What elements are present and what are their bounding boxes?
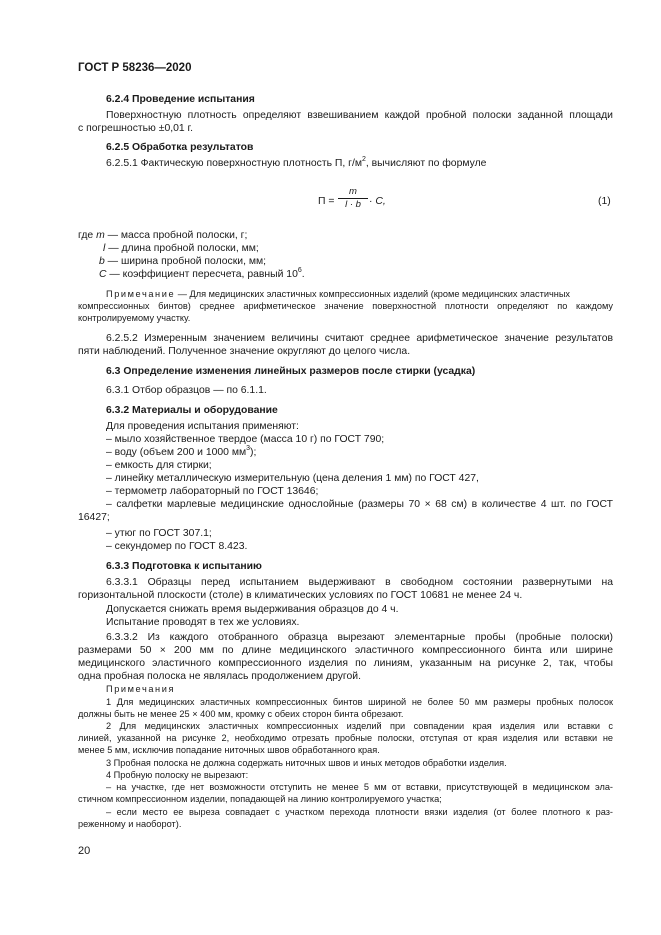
note-line: реженному и наоборот). bbox=[78, 819, 182, 829]
page-number: 20 bbox=[78, 845, 91, 857]
paragraph-line: медицинского эластичного компрессионного изделия по линиям, указанным на рисунке 2, так, чтобы bbox=[78, 658, 613, 669]
section-heading-6-2-4: 6.2.4 Проведение испытания bbox=[106, 94, 255, 105]
legend-line-c: C — коэффициент пересчета, равный $10^6$. bbox=[99, 267, 305, 280]
list-item: – емкость для стирки; bbox=[106, 460, 212, 471]
list-item: – термометр лабораторный по ГОСТ 13646; bbox=[106, 486, 319, 497]
list-item-continuation: 16427; bbox=[78, 512, 110, 523]
note-line: линией, указанной на рисунке 2, необходимо отрезать пробные полоски, отступая от края изделия или вставки не bbox=[78, 733, 613, 743]
note-line: 2 Для медицинских эластичных компрессионных изделий при совпадении края изделия или вставки с bbox=[106, 721, 613, 731]
note-line: стичном компрессионном изделии, попадающей на линию контролируемого участка; bbox=[78, 794, 442, 804]
list-item: – мыло хозяйственное твердое (масса 10 г) по ГОСТ 790; bbox=[106, 434, 385, 445]
document-header-title: ГОСТ Р 58236—2020 bbox=[78, 62, 192, 74]
note-line: контролируемому участку. bbox=[78, 313, 191, 323]
formula-number: (1) bbox=[598, 196, 611, 207]
paragraph-line: 6.3.3.1 Образцы перед испытанием выдерживают в свободном состоянии развернутыми на bbox=[106, 577, 613, 588]
list-item: – линейку металлическую измерительную (цена деления 1 мм) по ГОСТ 427, bbox=[106, 473, 479, 484]
paragraph-line: одна пробная полоска не являлась продолжением другой. bbox=[78, 671, 361, 682]
paragraph-line: 6.2.5.2 Измеренным значением величины считают среднее арифметическое значение результатов bbox=[106, 333, 613, 344]
note-line: должны быть не менее 25 × 400 мм, кромку с обеих сторон бинта обрезают. bbox=[78, 709, 404, 719]
paragraph-line: Поверхностную плотность определяют взвешиванием каждой пробной полоски заданной площади bbox=[106, 110, 613, 121]
section-heading-6-3-2: 6.3.2 Материалы и оборудование bbox=[106, 405, 278, 416]
list-item: – секундомер по ГОСТ 8.423. bbox=[106, 541, 248, 552]
list-item: – воду (объем 200 и 1000 $мм^3$); bbox=[106, 445, 257, 458]
paragraph-line: 6.3.3.2 Из каждого отобранного образца вырезают элементарные пробы (пробные полоски) bbox=[106, 632, 613, 643]
section-heading-6-3-3: 6.3.3 Подготовка к испытанию bbox=[106, 561, 262, 572]
formula-rhs: · C, bbox=[369, 196, 386, 207]
section-heading-6-3: 6.3 Определение изменения линейных размеров после стирки (усадка) bbox=[106, 366, 476, 377]
note-line: Примечание — Для медицинских эластичных компрессионных изделий (кроме медицинских эластичных bbox=[106, 289, 571, 299]
note-line: 1 Для медицинских эластичных компрессионных бинтов шириной не более 50 мм размеры пробных полосок bbox=[106, 697, 613, 707]
note-line: 3 Пробная полоска не должна содержать ниточных швов и иных методов обработки изделия. bbox=[106, 758, 507, 768]
note-line: компрессионных бинтов) среднее арифметическое значение поверхностной плотности определяют по каждому bbox=[78, 301, 613, 311]
list-item: – утюг по ГОСТ 307.1; bbox=[106, 528, 212, 539]
notes-label: Примечания bbox=[106, 684, 176, 694]
paragraph-line: 6.3.1 Отбор образцов — по 6.1.1. bbox=[106, 385, 267, 396]
legend-line-m: где m — масса пробной полоски, г; bbox=[78, 230, 248, 241]
note-line: – если место ее выреза совпадает с участком перехода плотности вязки изделия (от более плотного к раз- bbox=[106, 807, 613, 817]
note-line: – на участке, где нет возможности отступить не менее 5 мм от вставки, присутствующей в медицинском эла- bbox=[106, 782, 613, 792]
paragraph-line: Допускается снижать время выдерживания образцов до 4 ч. bbox=[106, 604, 399, 615]
paragraph-line: горизонтальной плоскости (столе) в климатических условиях по ГОСТ 10681 не менее 24 ч. bbox=[78, 590, 523, 601]
formula-fraction bbox=[338, 186, 368, 211]
paragraph-line: с погрешностью ±0,01 г. bbox=[78, 123, 193, 134]
paragraph-line: 6.2.5.1 Фактическую поверхностную плотность П, $г/м^2$, вычисляют по формуле bbox=[106, 156, 487, 169]
note-line: 4 Пробную полоску не вырезают: bbox=[106, 770, 249, 780]
note-label: Примечание bbox=[106, 289, 176, 299]
note-line: менее 5 мм, исключив попадание ниточных швов обработанного края. bbox=[78, 745, 380, 755]
legend-line-l: l — длина пробной полоски, мм; bbox=[103, 243, 259, 254]
formula-numerator: m bbox=[338, 186, 368, 199]
list-item: – салфетки марлевые медицинские однослойные (размеры 70 × 68 см) в количестве 4 шт. по ГОСТ bbox=[106, 499, 613, 510]
paragraph-line: размерами 50 × 200 мм по длине медицинского эластичного компрессионного бинта или ширине bbox=[78, 645, 613, 656]
section-heading-6-2-5: 6.2.5 Обработка результатов bbox=[106, 142, 254, 153]
formula-lhs: П = bbox=[318, 196, 335, 207]
paragraph-line: пяти наблюдений. Полученное значение округляют до целого числа. bbox=[78, 346, 411, 357]
formula-denominator: l · b bbox=[345, 199, 361, 210]
paragraph-line: Для проведения испытания применяют: bbox=[106, 421, 299, 432]
legend-line-b: b — ширина пробной полоски, мм; bbox=[99, 256, 267, 267]
paragraph-line: Испытание проводят в тех же условиях. bbox=[106, 617, 300, 628]
